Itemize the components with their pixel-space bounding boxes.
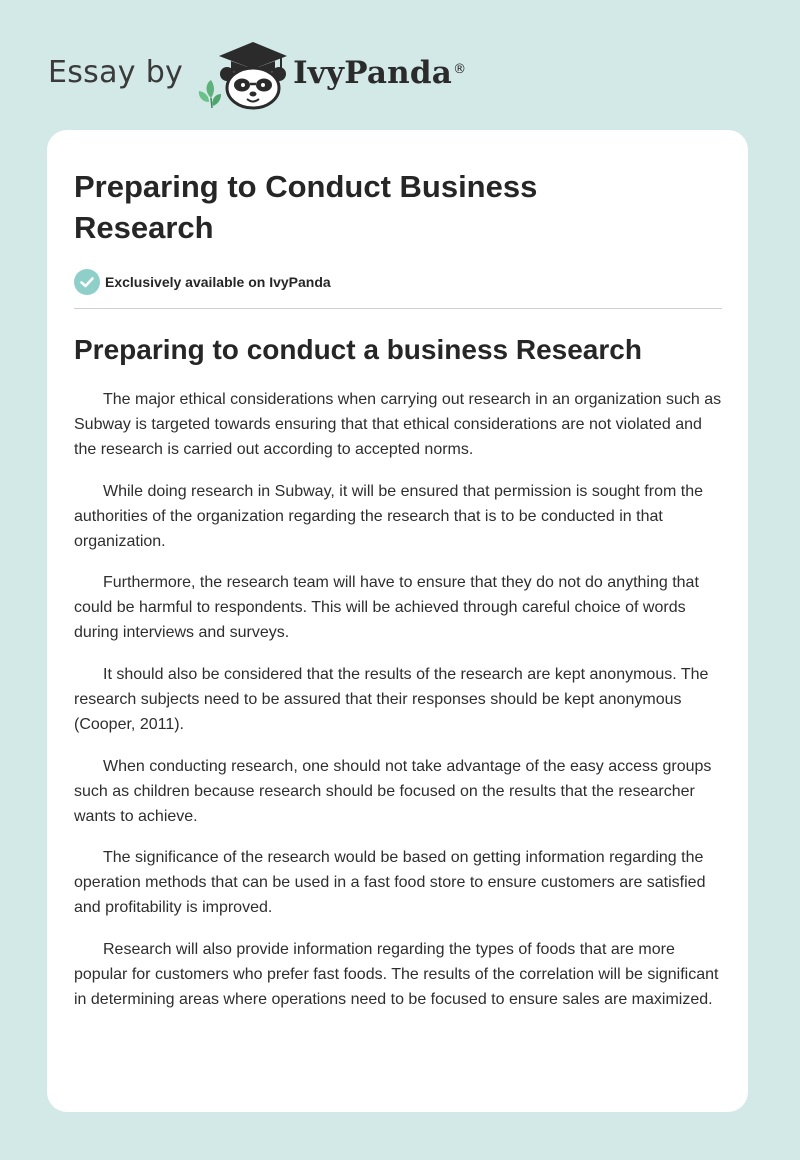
paragraph: Research will also provide information regarding the types of foods that are more popular for customers who prefer fast foods. The results of the correlation will be significant in determining areas where operations need to be focused to ensure sales are maximized. [74,941,719,1009]
brand-prefix: Essay by [48,54,184,90]
paragraph: The significance of the research would be based on getting information regarding the operation methods that can be used in a fast food store to ensure customers are satisfied and profitability is improved. [74,849,706,917]
panda-graduate-icon [197,36,289,110]
exclusive-label: Exclusively available on IvyPanda [105,274,331,290]
paragraph: Furthermore, the research team will have to ensure that they do not do anything that could be harmful to respondents. This will be achieved through careful choice of words during interviews and surveys. [74,574,699,642]
divider [74,308,722,309]
paragraph: It should also be considered that the results of the research are kept anonymous. The research subjects need to be assured that their responses should be kept anonymous (Cooper, 2011). [74,666,709,734]
paragraph: While doing research in Subway, it will be ensured that permission is sought from the authorities of the organization regarding the research that is to be conducted in that organization. [74,482,703,550]
brand-header[interactable] [48,36,466,110]
paragraph: When conducting research, one should not take advantage of the easy access groups such as children because research should be focused on the results that the researcher wants to achieve. [74,757,712,825]
essay-card [47,130,748,1112]
essay-body [74,387,722,1012]
section-heading: Preparing to conduct a business Research [74,334,642,365]
document-title: Preparing to Conduct Business Research [74,169,538,245]
paragraph: The major ethical considerations when carrying out research in an organization such as Subway is targeted towards ensuring that that ethical considerations are not violated and the research is carried out according to accepted norms. [74,391,722,458]
check-circle-icon [74,269,100,295]
brand-name: IvyPanda [293,55,453,91]
exclusive-badge [74,268,722,296]
registered-mark: ® [453,61,467,77]
